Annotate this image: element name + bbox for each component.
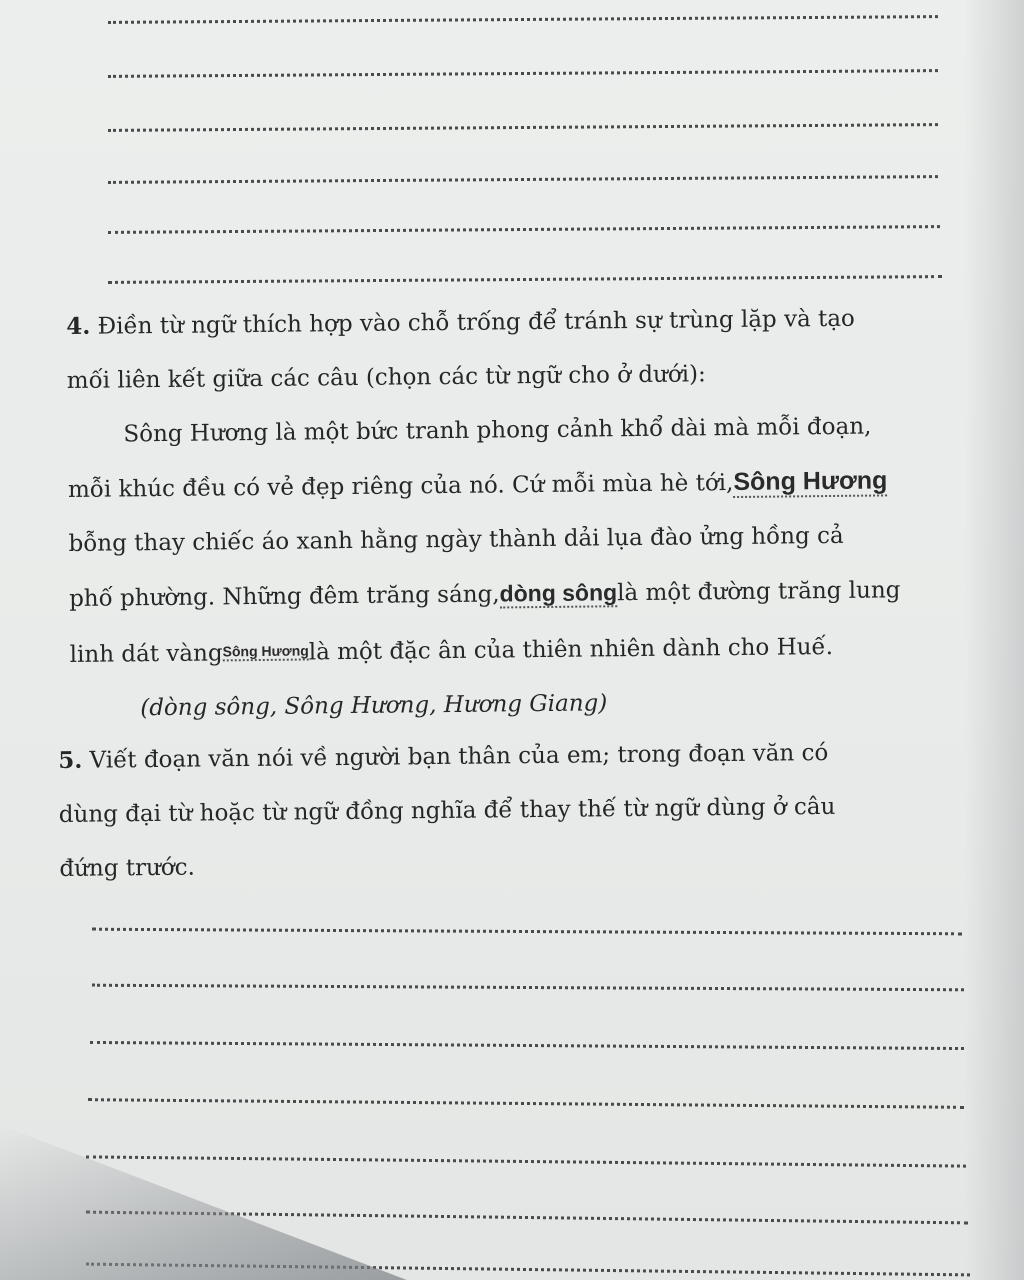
blank-answer-3[interactable]: Sông Hương [222,642,309,660]
question-4-prompt [66,291,972,354]
paragraph-line [68,453,974,517]
question-4 [66,291,976,736]
paragraph-text: mỗi khúc đều có vẻ đẹp riêng của nó. Cứ mỗi mùa hè tới, [67,470,734,503]
question-5 [58,725,965,896]
paragraph-line [69,562,975,626]
prompt-text: mối liên kết giữa các câu (chọn các từ ngữ cho ở dưới): [66,361,706,394]
answer-line[interactable] [108,123,938,132]
paragraph-line [69,617,975,682]
question-number: 5. [58,746,83,774]
answer-line[interactable] [108,69,938,78]
prompt-text: Viết đoạn văn nói về người bạn thân của em; trong đoạn văn có [89,739,829,774]
answer-line[interactable] [92,928,962,936]
paragraph-line: Sông Hương là một bức tranh phong cảnh khổ dài mà mỗi đoạn, [123,413,872,448]
prompt-text: dùng đại từ hoặc từ ngữ đồng nghĩa để thay thế từ ngữ dùng ở câu [58,793,836,828]
paragraph-text: phố phường. Những đêm trăng sáng, [68,581,500,612]
blank-answer-1[interactable]: Sông Hương [733,466,888,497]
page-edge-shadow [964,0,1024,1280]
answer-line[interactable] [108,15,938,24]
answer-line[interactable] [108,175,938,184]
paragraph-text: linh dát vàng [69,640,223,668]
page-corner-shadow [0,1125,420,1280]
prompt-text: đứng trước. [59,854,196,882]
answer-line[interactable] [86,1155,966,1167]
answer-line[interactable] [108,275,942,284]
word-bank: (dòng sông, Sông Hương, Hương Giang) [140,690,608,722]
answer-line[interactable] [88,1098,964,1109]
question-5-prompt [58,725,964,788]
blank-answer-2[interactable]: dòng sông [499,579,618,607]
prompt-text: Điền từ ngữ thích hợp vào chỗ trống để tránh sự trùng lặp và tạo [97,305,855,340]
question-number: 4. [66,312,91,340]
answer-line[interactable] [90,1041,964,1050]
paragraph-line: bỗng thay chiếc áo xanh hằng ngày thành dải lụa đào ửng hồng cả [68,522,844,557]
paragraph-text: là một đường trăng lung [616,577,901,607]
paragraph-text: là một đặc ân của thiên nhiên dành cho Huế. [308,633,834,666]
answer-line[interactable] [92,984,964,992]
answer-line[interactable] [108,225,940,234]
